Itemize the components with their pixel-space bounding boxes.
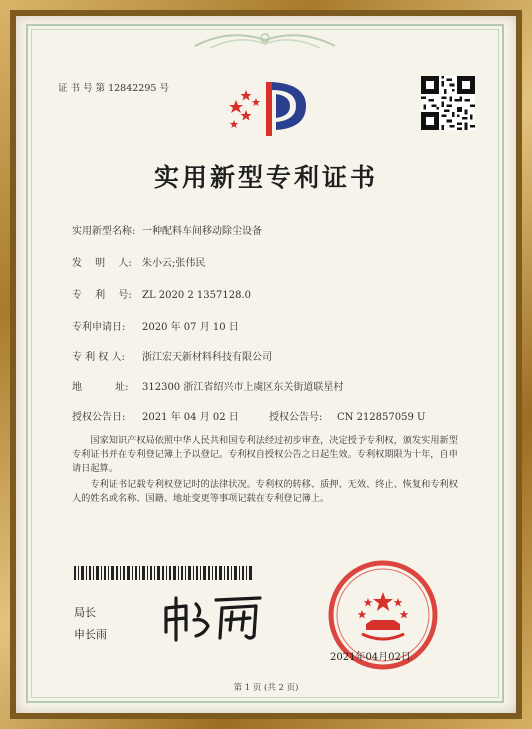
grant-no-value: CN 212857059 U <box>337 412 426 423</box>
field-label: 专利申请日: <box>72 322 126 333</box>
paragraph-grant-decision: 国家知识产权局依照中华人民共和国专利法经过初步审查，决定授予专利权，颁发实用新型专利证书并在专利登记簿上予以登记。专利权自授权公告之日起生效。专利权期限为十年，自申请日起算。 <box>72 435 458 474</box>
qr-code-icon <box>421 76 475 130</box>
field-label: 地 址: <box>72 382 129 393</box>
field-value: ZL 2020 2 1357128.0 <box>142 290 252 301</box>
grant-no-label: 授权公告号: <box>269 412 323 423</box>
field-row-application-date <box>72 318 239 333</box>
grant-date-value: 2021 年 04 月 02 日 <box>142 412 239 423</box>
grant-date-label: 授权公告日: <box>72 412 126 423</box>
field-row-patent-number <box>72 286 251 301</box>
certificate-number: 证 书 号 第 12842295 号 <box>58 83 169 94</box>
field-value: 2020 年 07 月 10 日 <box>142 322 239 333</box>
director-name: 申长雨 <box>74 628 107 641</box>
seal-date: 2021年04月02日 <box>330 652 411 663</box>
paragraph-legal-status: 专利证书记载专利权登记时的法律状况。专利权的转移、质押、无效、终止、恢复和专利权人的姓名或名称、国籍、地址变更等事项记载在专利登记簿上。 <box>72 479 458 504</box>
barcode-icon <box>74 566 254 580</box>
field-label: 实用新型名称: <box>72 226 136 237</box>
director-title: 局长 <box>74 606 96 619</box>
field-label: 发 明 人: <box>72 258 132 269</box>
field-row-utility-name <box>72 222 262 237</box>
field-value: 312300 浙江省绍兴市上虞区东关街道联星村 <box>142 382 344 393</box>
patent-office-logo-icon <box>226 76 310 140</box>
field-row-patentee <box>72 348 272 363</box>
page-number: 第 1 页 (共 2 页) <box>233 683 299 693</box>
handwritten-signature-icon <box>160 590 270 645</box>
field-label: 专 利 号: <box>72 290 132 301</box>
field-value: 一种配料车间移动除尘设备 <box>142 226 262 237</box>
field-label: 专 利 权 人: <box>72 352 125 363</box>
top-ornament-icon <box>190 26 340 52</box>
certificate-title: 实用新型专利证书 <box>153 163 378 192</box>
field-row-address <box>72 378 343 393</box>
field-value: 浙江宏天新材料科技有限公司 <box>142 352 272 363</box>
field-value: 朱小云;张伟民 <box>142 258 206 269</box>
field-row-inventor <box>72 254 205 269</box>
field-row-grant <box>72 408 425 423</box>
